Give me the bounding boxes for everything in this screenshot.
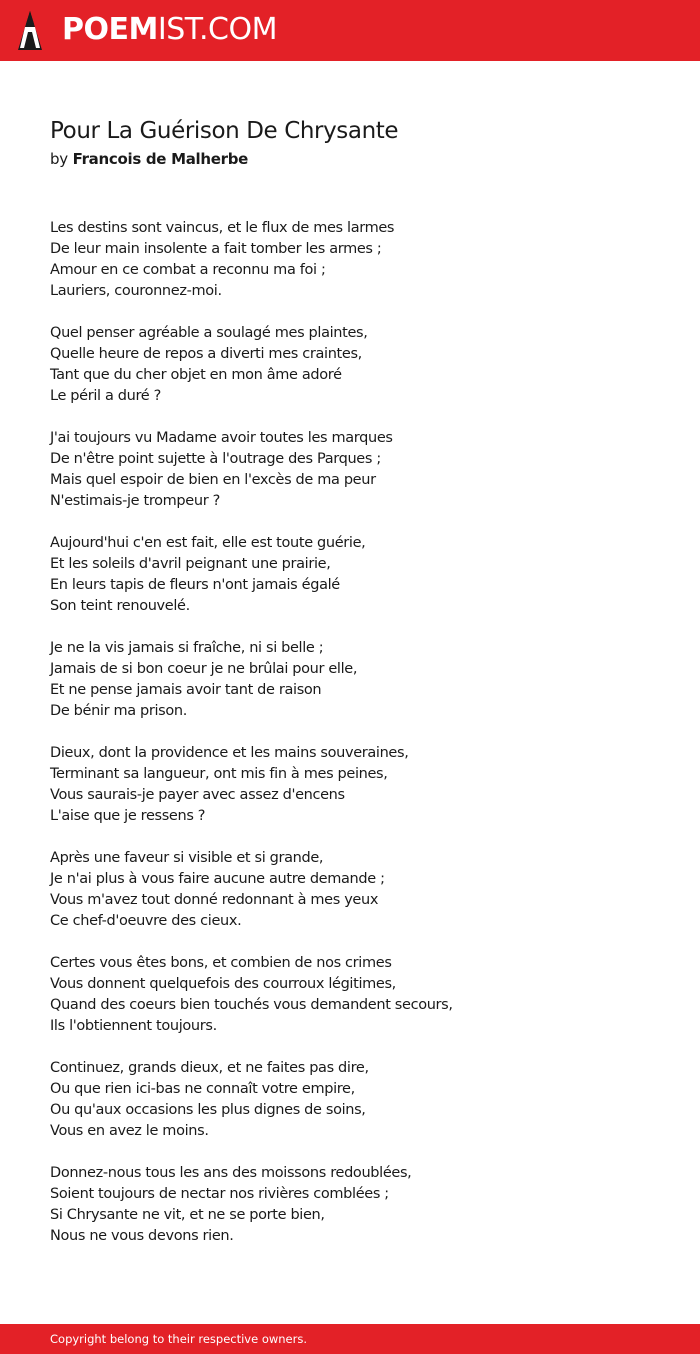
stanza <box>50 743 670 827</box>
poem-line: Les destins sont vaincus, et le flux de mes larmes <box>50 220 395 236</box>
poem-line: Son teint renouvelé. <box>50 598 190 614</box>
poem-line: Donnez-nous tous les ans des moissons redoublées, <box>50 1165 412 1181</box>
poem-line: Ou qu'aux occasions les plus dignes de soins, <box>50 1102 366 1118</box>
poem-line: Certes vous êtes bons, et combien de nos crimes <box>50 955 392 971</box>
poem-line: Terminant sa langueur, ont mis fin à mes peines, <box>50 766 388 782</box>
poem-line: De n'être point sujette à l'outrage des Parques ; <box>50 451 381 467</box>
poem-line: Lauriers, couronnez-moi. <box>50 283 222 299</box>
poem-line: Mais quel espoir de bien en l'excès de ma peur <box>50 472 376 488</box>
stanza <box>50 218 670 302</box>
by-label: by <box>50 150 68 168</box>
poem-line: Quel penser agréable a soulagé mes plaintes, <box>50 325 368 341</box>
poem-title: Pour La Guérison De Chrysante <box>50 118 399 144</box>
stanza <box>50 1058 670 1142</box>
poem-line: Jamais de si bon coeur je ne brûlai pour elle, <box>50 661 358 677</box>
pencil-tip-icon[interactable] <box>16 10 44 52</box>
poem-line: Vous en avez le moins. <box>50 1123 209 1139</box>
poem-line: Nous ne vous devons rien. <box>50 1228 234 1244</box>
copyright-text: Copyright belong to their respective owners. <box>50 1332 308 1346</box>
poem-line: De leur main insolente a fait tomber les armes ; <box>50 241 382 257</box>
site-footer <box>0 1324 700 1354</box>
poem-line: Dieux, dont la providence et les mains souveraines, <box>50 745 409 761</box>
poem-line: Continuez, grands dieux, et ne faites pas dire, <box>50 1060 369 1076</box>
poem-line: En leurs tapis de fleurs n'ont jamais égalé <box>50 577 340 593</box>
poem-heading <box>50 116 398 169</box>
poem-line: Ce chef-d'oeuvre des cieux. <box>50 913 242 929</box>
poem-line: Je ne la vis jamais si fraîche, ni si belle ; <box>50 640 324 656</box>
poem-line: J'ai toujours vu Madame avoir toutes les marques <box>50 430 393 446</box>
stanza <box>50 638 670 722</box>
stanza <box>50 428 670 512</box>
poem-line: Après une faveur si visible et si grande, <box>50 850 324 866</box>
poem-line: Le péril a duré ? <box>50 388 161 404</box>
poem-line: Si Chrysante ne vit, et ne se porte bien, <box>50 1207 325 1223</box>
poem-line: Quelle heure de repos a diverti mes craintes, <box>50 346 362 362</box>
stanza <box>50 323 670 407</box>
stanza <box>50 533 670 617</box>
poem-line: Aujourd'hui c'en est fait, elle est toute guérie, <box>50 535 366 551</box>
poem-line: Ils l'obtiennent toujours. <box>50 1018 217 1034</box>
poem-line: Je n'ai plus à vous faire aucune autre demande ; <box>50 871 385 887</box>
poem-line: Soient toujours de nectar nos rivières comblées ; <box>50 1186 389 1202</box>
poem-line: De bénir ma prison. <box>50 703 187 719</box>
poem-body <box>50 218 670 1268</box>
poem-line: L'aise que je ressens ? <box>50 808 206 824</box>
poem-line: Quand des coeurs bien touchés vous demandent secours, <box>50 997 453 1013</box>
site-logo[interactable] <box>62 12 277 48</box>
poem-line: Amour en ce combat a reconnu ma foi ; <box>50 262 326 278</box>
poem-line: Vous saurais-je payer avec assez d'encens <box>50 787 345 803</box>
byline <box>50 149 398 169</box>
poem-line: Et ne pense jamais avoir tant de raison <box>50 682 322 698</box>
logo-text-strong: POEM <box>62 12 158 47</box>
stanza <box>50 1163 670 1247</box>
logo-text-light: IST.COM <box>157 12 277 47</box>
author-name: Francois de Malherbe <box>72 150 249 168</box>
poem-line: N'estimais-je trompeur ? <box>50 493 220 509</box>
stanza <box>50 953 670 1037</box>
poem-line: Et les soleils d'avril peignant une prairie, <box>50 556 331 572</box>
site-header <box>0 0 700 61</box>
poem-line: Vous donnent quelquefois des courroux légitimes, <box>50 976 396 992</box>
poem-line: Ou que rien ici-bas ne connaît votre empire, <box>50 1081 355 1097</box>
poem-line: Tant que du cher objet en mon âme adoré <box>50 367 342 383</box>
stanza <box>50 848 670 932</box>
poem-line: Vous m'avez tout donné redonnant à mes yeux <box>50 892 379 908</box>
